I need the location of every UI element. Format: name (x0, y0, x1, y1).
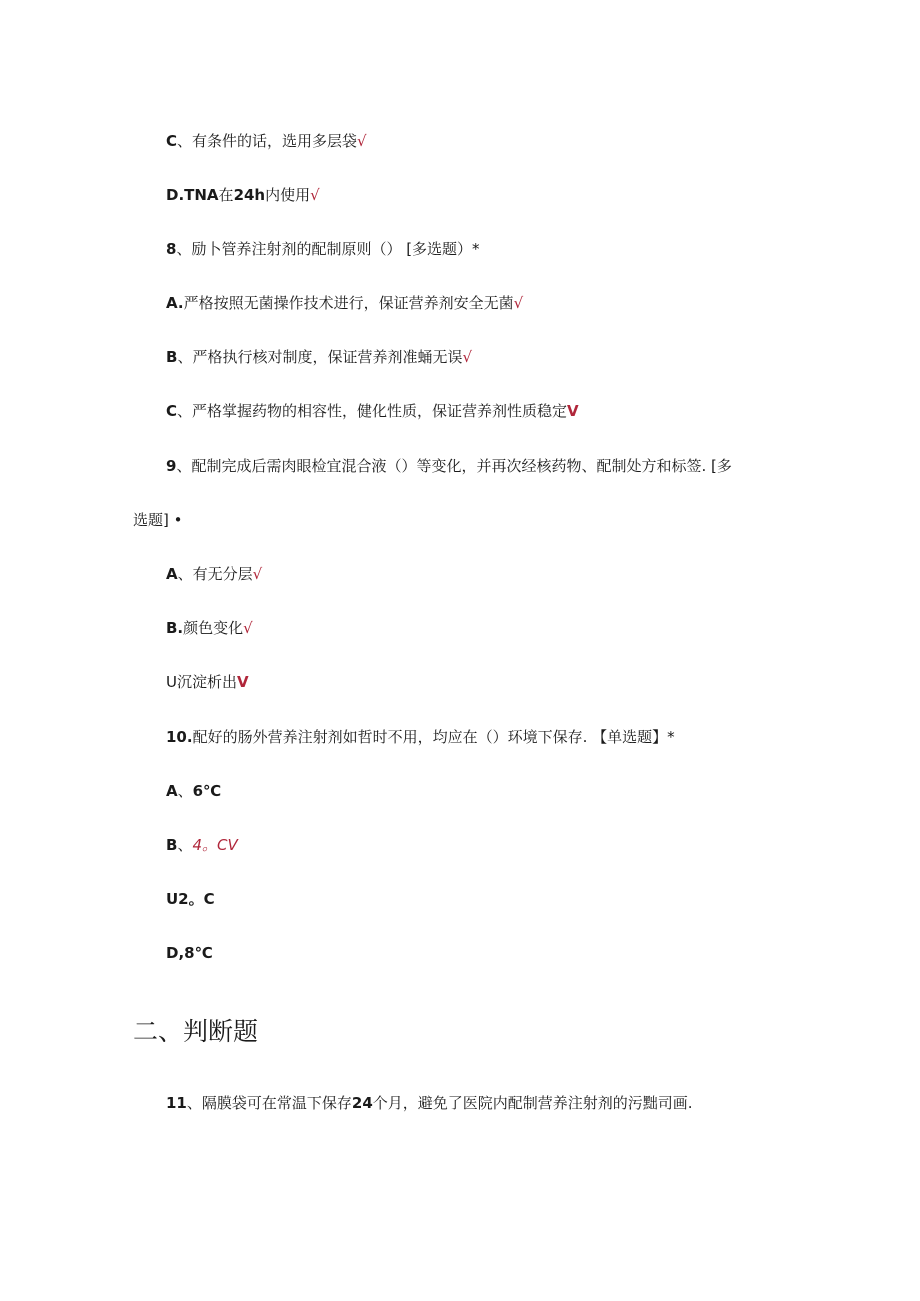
question-9-title (166, 456, 732, 476)
option-text: 、有条件的话，选用多层袋 (177, 132, 358, 150)
option-text: 颜色变化 (183, 619, 244, 637)
question-number: 8 (166, 240, 177, 258)
option-text: 严格按照无菌操作技术进行，保证营养剂安全无菌 (183, 294, 514, 312)
check-mark-icon: V (567, 402, 579, 420)
question-10-option-d (166, 943, 213, 963)
question-8-option-b (166, 347, 472, 367)
check-mark-icon: √ (357, 132, 367, 150)
option-text: 、 (177, 836, 193, 854)
question-9-option-a (166, 564, 262, 584)
option-text: 在 (218, 186, 234, 204)
question-text: 、隔膜袋可在常温下保存 (186, 1094, 352, 1112)
question-9-option-c (166, 672, 249, 692)
question-7-option-d (166, 185, 320, 205)
option-value: 4。CV (192, 836, 238, 854)
option-label: A. (166, 294, 184, 312)
question-text: 配好的肠外营养注射剂如哲时不用，均应在（）环境下保存. 【单选题】* (192, 728, 675, 746)
option-label: C (166, 402, 178, 420)
option-value: U2。C (166, 890, 215, 908)
section-heading (133, 1016, 258, 1048)
option-label: D.TNA (166, 186, 219, 204)
question-11-title (166, 1093, 693, 1113)
question-10-option-b (166, 835, 238, 855)
question-8-option-c (166, 401, 579, 421)
option-label: B (166, 348, 178, 366)
check-mark-icon: √ (243, 619, 253, 637)
question-text: 选题] • (133, 511, 183, 529)
option-label: C (166, 132, 178, 150)
question-number: 11 (166, 1094, 187, 1112)
question-10-option-c (166, 889, 215, 909)
option-text: 、 (177, 782, 193, 800)
option-text: 、严格掌握药物的相容性，健化性质，保证营养剂性质稳定 (177, 402, 568, 420)
question-9-title-continued (133, 510, 182, 530)
question-8-option-a (166, 293, 523, 313)
option-number: 24h (233, 186, 266, 204)
question-7-option-c (166, 131, 367, 151)
option-label: B (166, 836, 178, 854)
question-text: 、励卜管养注射剂的配制原则（） [多选题）* (176, 240, 480, 258)
question-text: 、配制完成后需肉眼检宜混合液（）等变化，并再次经核药物、配制处方和标签. [多 (176, 457, 732, 475)
check-mark-icon: V (236, 673, 249, 691)
question-10-title (166, 727, 675, 747)
option-label: B. (166, 619, 184, 637)
question-10-option-a (166, 781, 221, 801)
question-number: 10. (166, 728, 193, 746)
option-label: A (166, 782, 178, 800)
check-mark-icon: √ (252, 565, 263, 583)
option-text: 内使用 (265, 186, 311, 204)
question-number-inline: 24 (351, 1094, 373, 1112)
question-9-option-b (166, 618, 253, 638)
check-mark-icon: √ (513, 294, 524, 312)
option-text: 、严格执行核对制度，保证营养剂准蛹无误 (177, 348, 463, 366)
question-8-title (166, 239, 480, 259)
option-value: 6℃ (192, 782, 222, 800)
option-label: A (166, 565, 178, 583)
question-text: 个月，避免了医院内配制营养注射剂的污黜司画. (372, 1094, 693, 1112)
option-value: D,8℃ (166, 944, 213, 962)
question-number: 9 (166, 457, 177, 475)
check-mark-icon: √ (310, 186, 320, 204)
section-title: 二、判断题 (133, 1017, 259, 1046)
option-text: U沉淀析出 (166, 673, 237, 691)
option-text: 、有无分层 (177, 565, 253, 583)
check-mark-icon: √ (462, 348, 473, 366)
